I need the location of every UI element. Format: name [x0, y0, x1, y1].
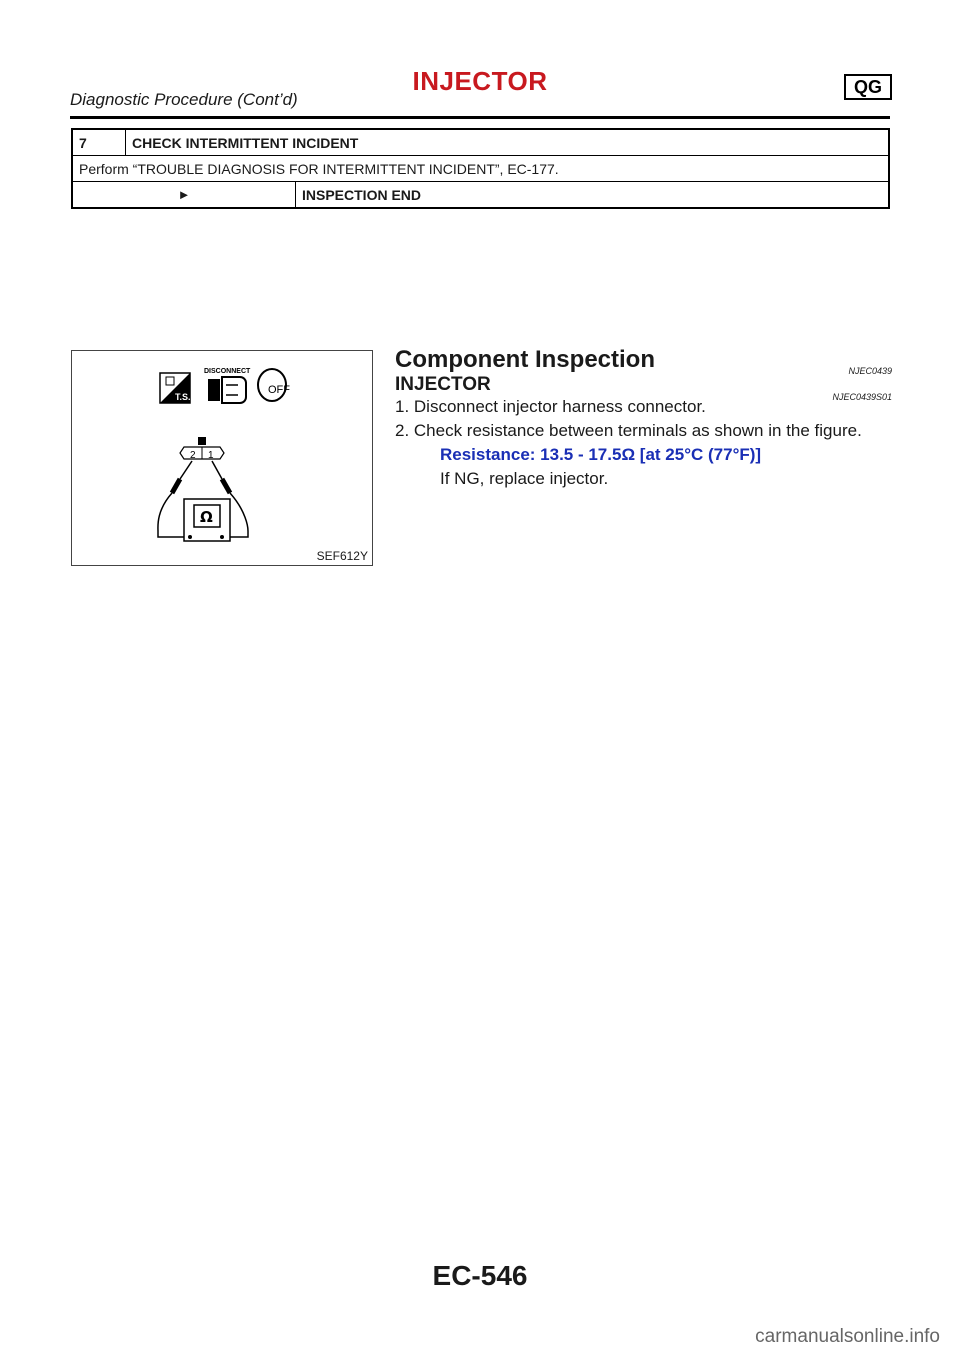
page-number: EC-546: [432, 1260, 528, 1291]
page-subtitle: Diagnostic Procedure (Cont’d): [70, 90, 298, 109]
step-instruction: Perform “TROUBLE DIAGNOSIS FOR INTERMITTENT INCIDENT”, EC-177.: [72, 156, 889, 182]
header-divider: [70, 116, 890, 119]
arrow-icon: ►: [73, 182, 296, 207]
section-code: NJEC0439: [848, 366, 892, 376]
subsection-title: INJECTOR: [395, 374, 491, 395]
disconnect-label: DISCONNECT: [204, 368, 251, 375]
table-row: [72, 129, 889, 156]
procedure-step-1: 1. Disconnect injector harness connector.: [395, 397, 706, 416]
table-row: [72, 156, 889, 182]
section-title: Component Inspection: [395, 346, 655, 373]
ohmmeter: [184, 499, 230, 541]
step-number: 7: [72, 129, 126, 156]
watermark: carmanualsonline.info: [755, 1326, 940, 1347]
resistance-spec: Resistance: 13.5 - 17.5Ω [at 25°C (77°F)]: [440, 445, 762, 464]
step-title: CHECK INTERMITTENT INCIDENT: [126, 129, 890, 156]
result-label: INSPECTION END: [302, 186, 422, 203]
ts-icon: [160, 373, 191, 403]
figure-caption: SEF612Y: [316, 549, 368, 563]
ng-note: If NG, replace injector.: [440, 469, 609, 488]
result-row: [73, 182, 888, 207]
terminal-2-label: 2: [190, 450, 196, 461]
inspection-figure: [71, 350, 373, 566]
ignition-off-icon: [258, 369, 290, 401]
diagnostic-step-table: [71, 128, 890, 209]
table-row: [72, 182, 889, 209]
resistance-diagram: [72, 351, 374, 567]
engine-badge: QG: [844, 74, 892, 100]
terminal-1-label: 1: [208, 450, 214, 461]
page-title: INJECTOR: [412, 66, 548, 96]
injector-connector: [180, 437, 224, 461]
subsection-code: NJEC0439S01: [832, 392, 892, 402]
ts-label: T.S.: [175, 392, 191, 402]
ohm-icon: Ω: [200, 508, 213, 526]
off-label: OFF: [268, 384, 290, 396]
disconnect-icon: [204, 368, 251, 403]
procedure-step-2: 2. Check resistance between terminals as shown in the figure.: [395, 421, 862, 440]
